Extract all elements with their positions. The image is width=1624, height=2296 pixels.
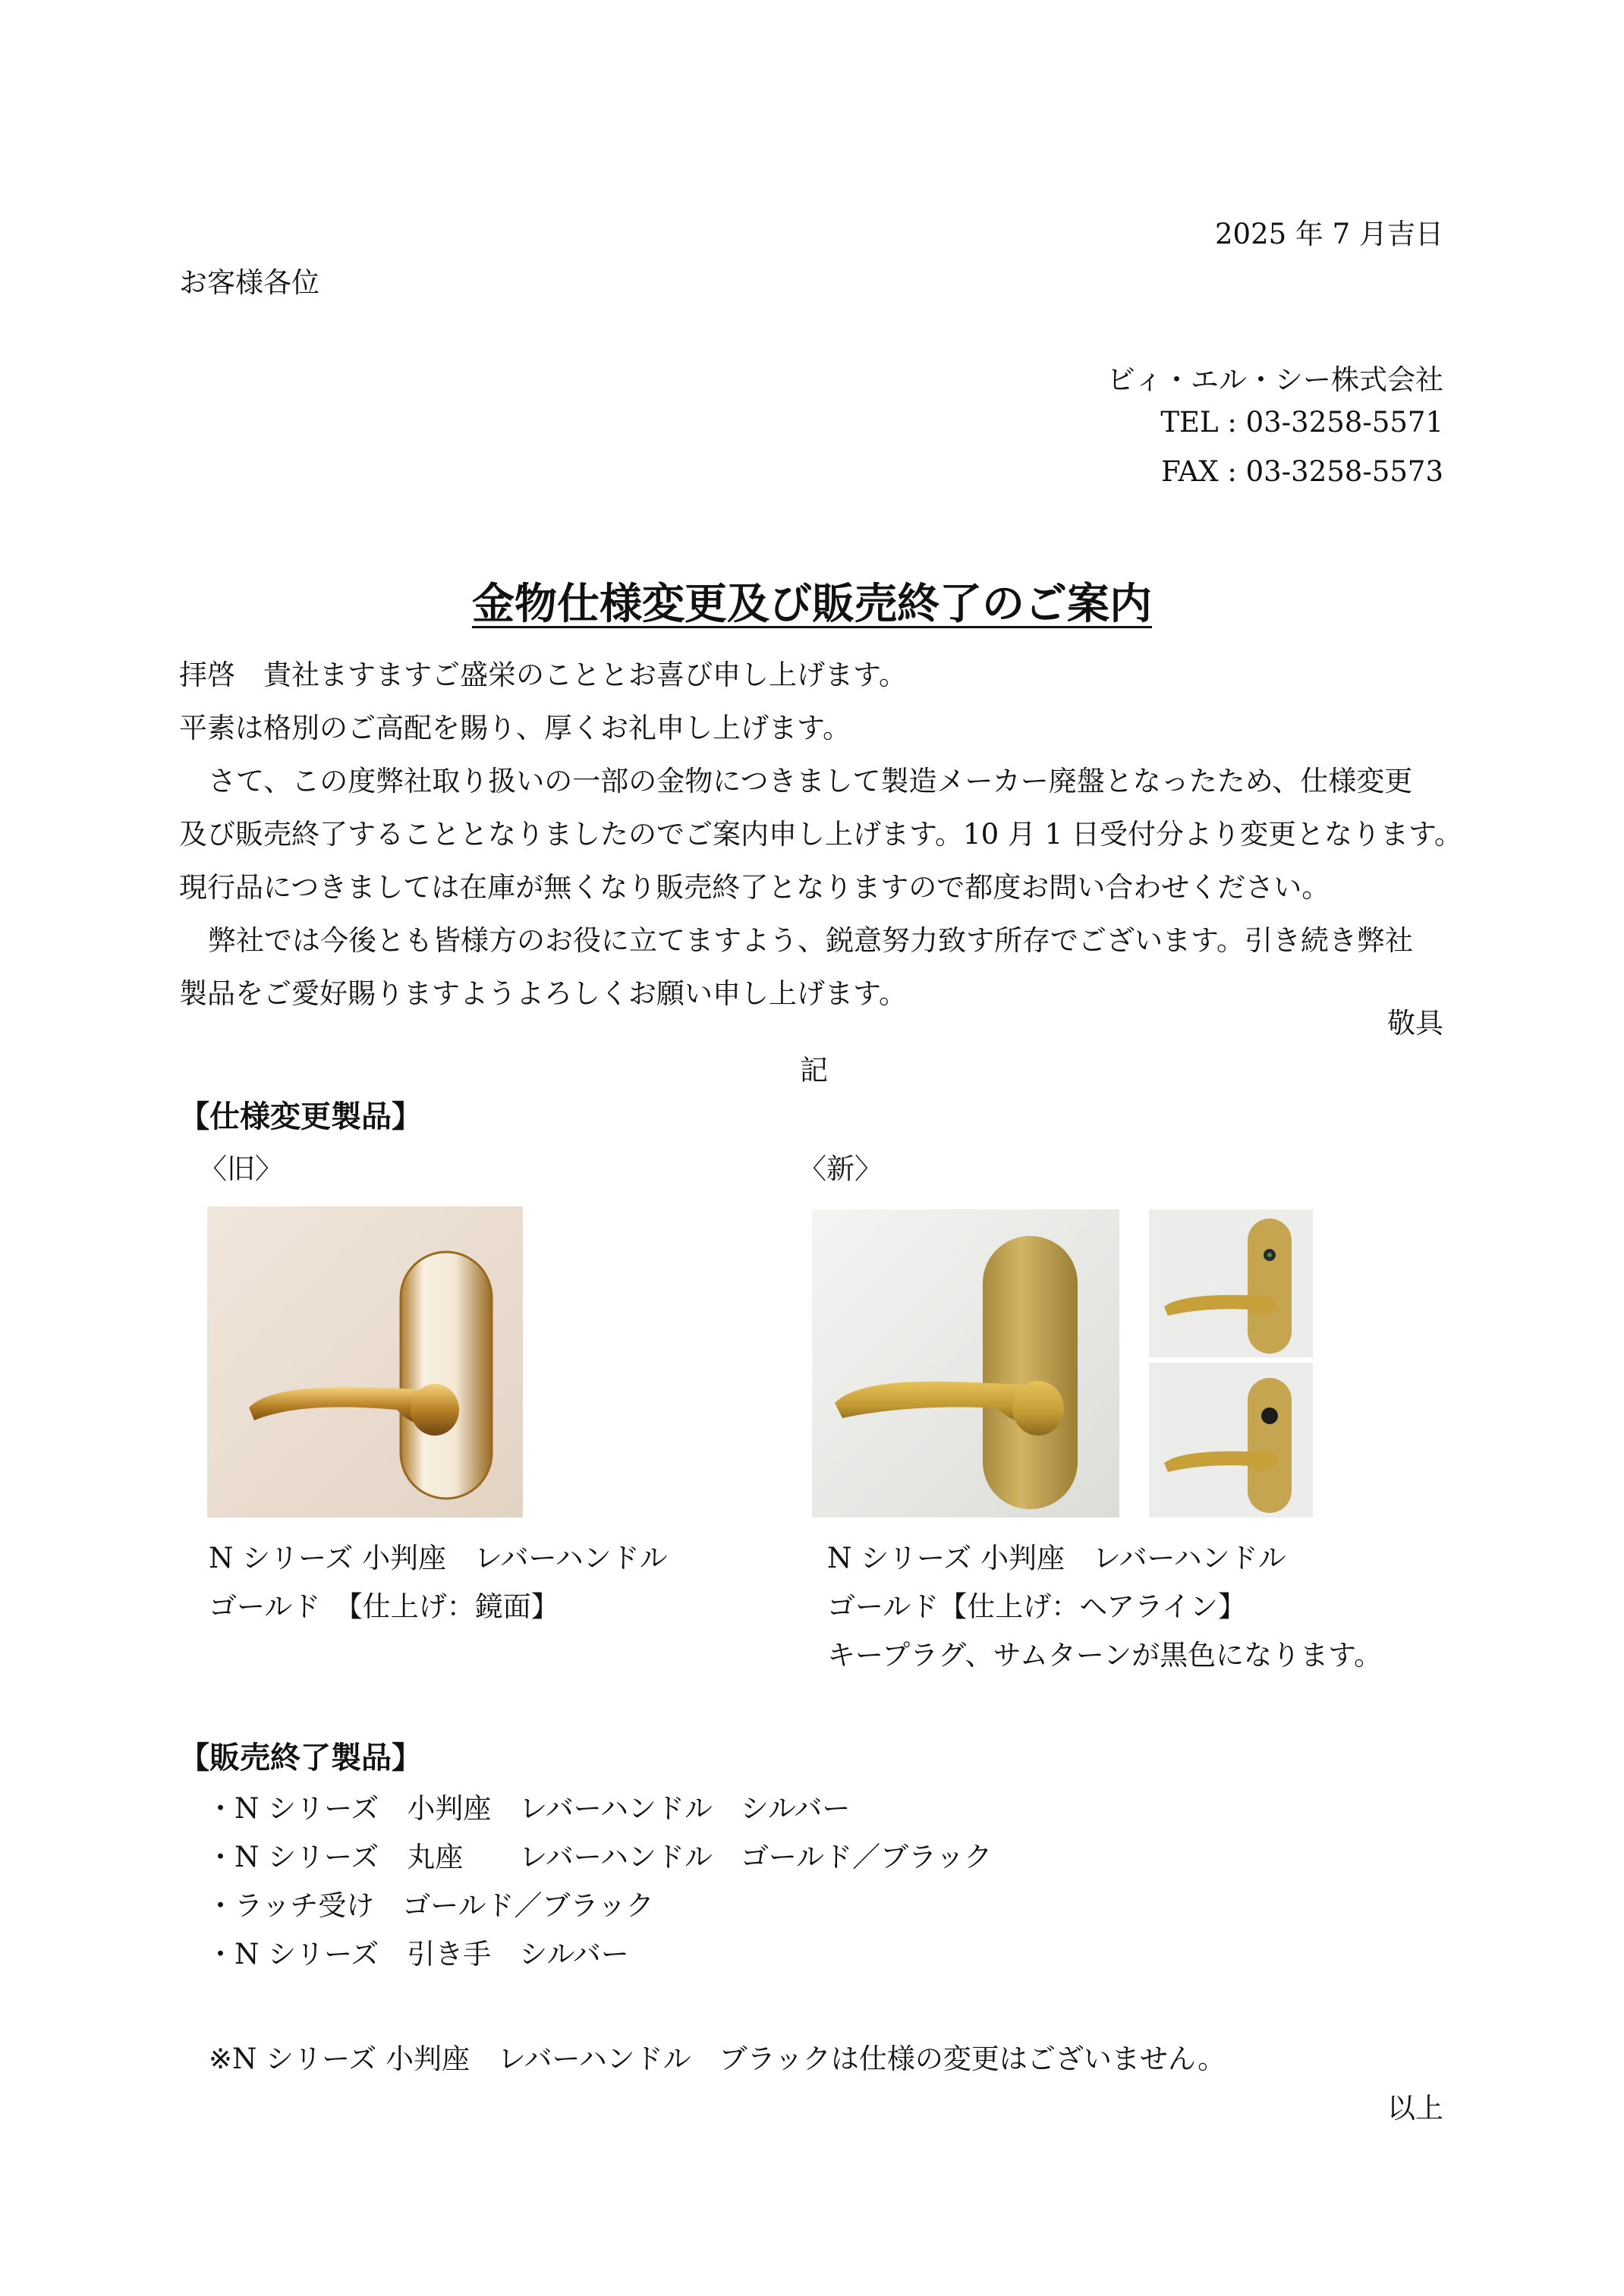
old-label: 〈旧〉: [199, 1153, 283, 1185]
letter-body: [179, 649, 1462, 1021]
new-caption-line: N シリーズ 小判座 レバーハンドル: [827, 1542, 1286, 1574]
new-handle-photo: [812, 1209, 1119, 1518]
old-caption-line: ゴールド 【仕上げ：鏡面】: [209, 1590, 559, 1623]
old-handle-photo: [207, 1206, 523, 1518]
ki-marker: 記: [800, 1054, 828, 1087]
body-line: さて、この度弊社取り扱いの一部の金物につきまして製造メーカー廃盤となったため、仕様変更: [208, 765, 1413, 797]
body-line: 製品をご愛好賜りますようよろしくお願い申し上げます。: [179, 977, 908, 1010]
old-caption: [209, 1534, 668, 1631]
list-item: ・ラッチ受け ゴールド／ブラック: [206, 1889, 654, 1922]
document-date: 2025 年 7 月吉日: [1215, 218, 1443, 250]
company-name: ビィ・エル・シー株式会社: [1106, 363, 1443, 396]
list-item: ・N シリーズ 小判座 レバーハンドル シルバー: [206, 1792, 851, 1825]
list-item: ・N シリーズ 引き手 シルバー: [206, 1938, 629, 1970]
list-item: ・N シリーズ 丸座 レバーハンドル ゴールド／ブラック: [206, 1841, 993, 1873]
body-line: 弊社では今後とも皆様方のお役に立てますよう、鋭意努力致す所存でございます。引き続き弊社: [208, 924, 1414, 957]
end-ijou: 以上: [1387, 2092, 1443, 2125]
company-fax: FAX : 03-3258-5573: [1161, 455, 1443, 488]
new-handle-indicator-photo: [1149, 1209, 1313, 1357]
spec-change-heading: 【仕様変更製品】: [179, 1099, 422, 1134]
body-line: 現行品につきましては在庫が無くなり販売終了となりますので都度お問い合わせください。: [179, 871, 1330, 904]
discontinued-heading: 【販売終了製品】: [179, 1740, 422, 1775]
note: ※N シリーズ 小判座 レバーハンドル ブラックは仕様の変更はございません。: [209, 2043, 1226, 2075]
closing-keigu: 敬具: [1387, 1007, 1443, 1039]
company-tel: TEL : 03-3258-5571: [1160, 406, 1443, 439]
page-title: 金物仕様変更及び販売終了のご案内: [472, 579, 1152, 629]
new-caption-line: キープラグ、サムターンが黒色になります。: [827, 1639, 1383, 1672]
body-line: 平素は格別のご高配を賜り、厚くお礼申し上げます。: [179, 712, 851, 744]
new-label: 〈新〉: [798, 1153, 883, 1185]
body-line: 拝啓 貴社ますますご盛栄のこととお喜び申し上げます。: [179, 659, 908, 691]
new-caption-line: ゴールド【仕上げ：ヘアライン】: [827, 1590, 1247, 1623]
body-line: 及び販売終了することとなりましたのでご案内申し上げます。10 月 1 日受付分より変更となります。: [179, 818, 1462, 851]
new-caption: [827, 1534, 1382, 1680]
discontinued-list: [206, 1785, 992, 1979]
recipient: お客様各位: [179, 266, 319, 299]
old-caption-line: N シリーズ 小判座 レバーハンドル: [209, 1542, 668, 1574]
new-handle-thumbturn-photo: [1149, 1363, 1313, 1518]
